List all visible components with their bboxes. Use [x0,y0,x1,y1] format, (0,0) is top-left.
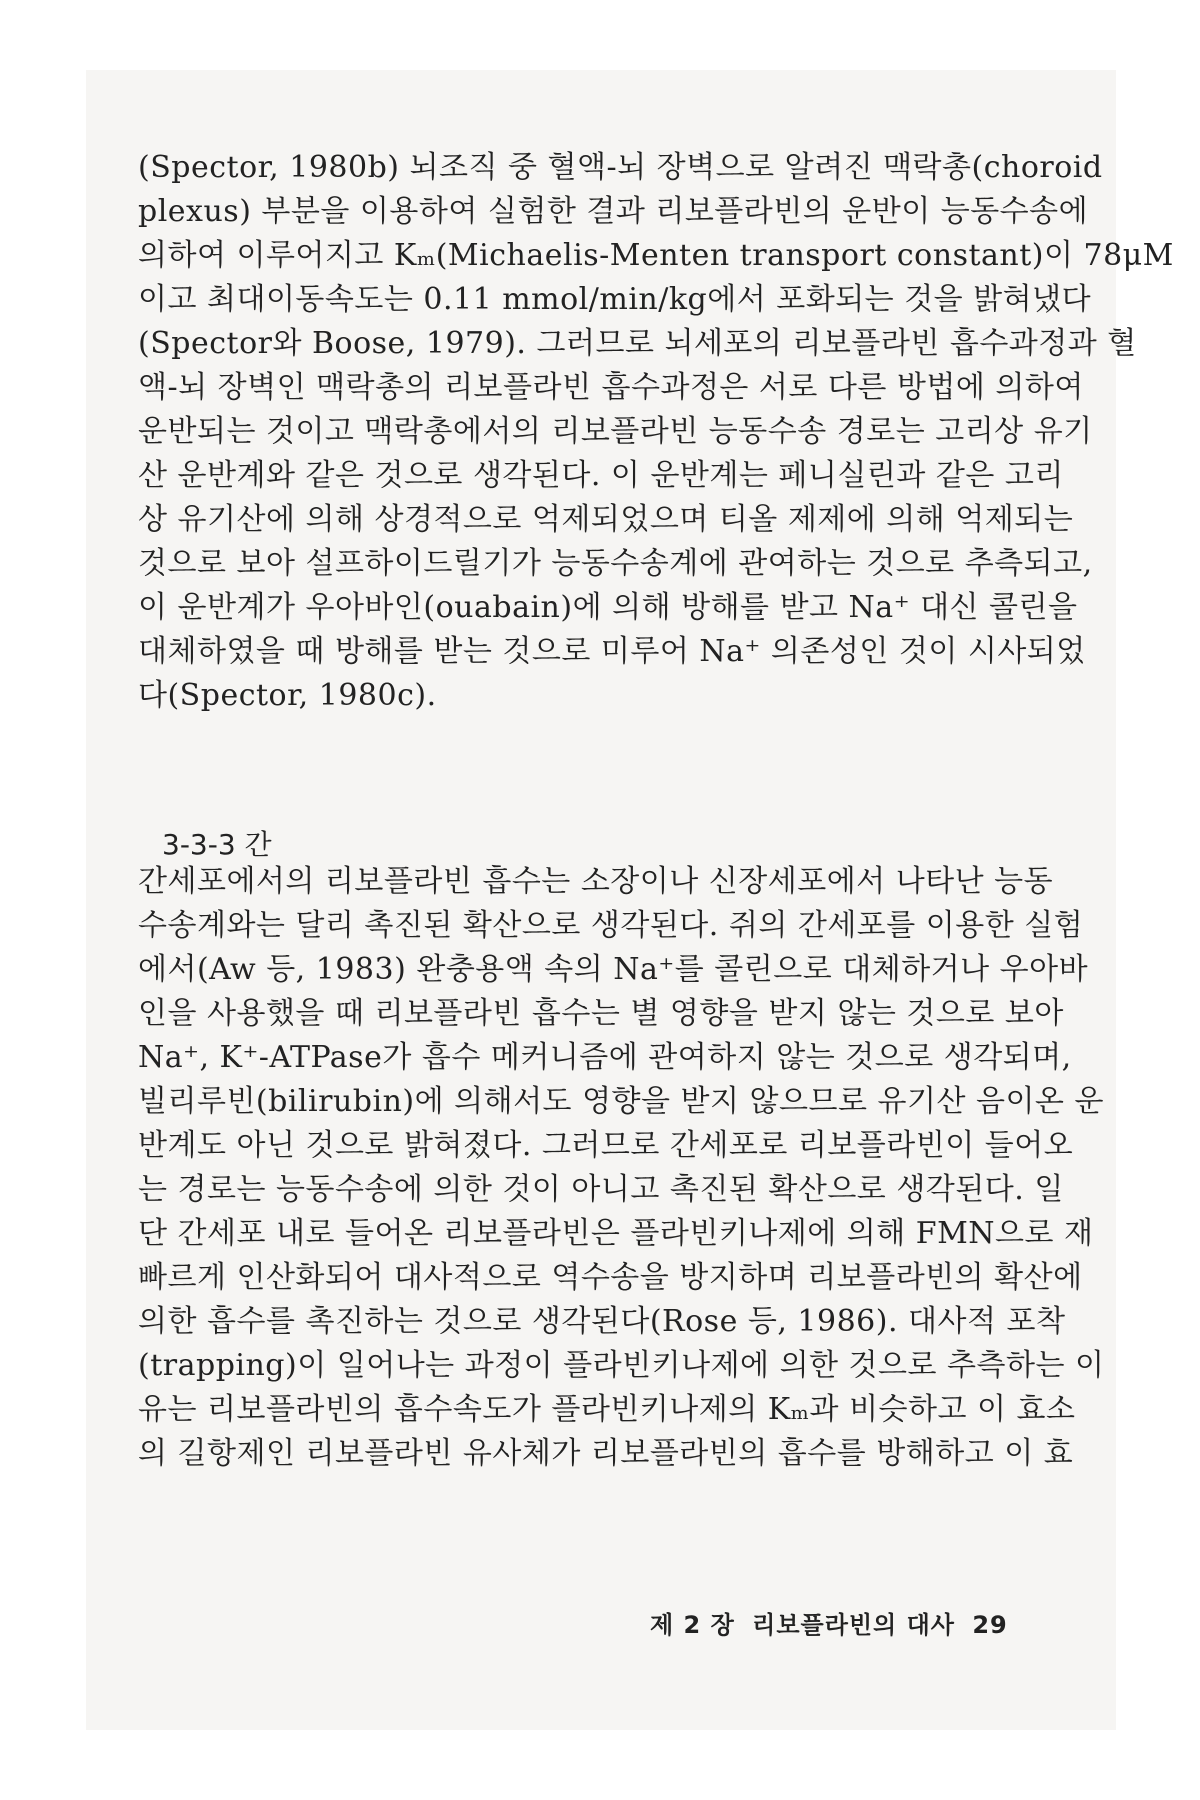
text-line: (trapping)이 일어나는 과정이 플라빈키나제에 의한 것으로 추측하는 이 [138,1348,1105,1383]
text-line: 간세포에서의 리보플라빈 흡수는 소장이나 신장세포에서 나타난 능동 [138,864,1054,899]
text-line: 단 간세포 내로 들어온 리보플라빈은 플라빈키나제에 의해 FMN으로 재 [138,1216,1094,1251]
text-line: 의하여 이루어지고 Kₘ(Michaelis-Menten transport constant)이 78μM [138,238,1174,273]
text-line: plexus) 부분을 이용하여 실험한 결과 리보플라빈의 운반이 능동수송에 [138,194,1089,229]
text-line: 액-뇌 장벽인 맥락총의 리보플라빈 흡수과정은 서로 다른 방법에 의하여 [138,370,1084,405]
text-line: 반계도 아닌 것으로 밝혀졌다. 그러므로 간세포로 리보플라빈이 들어오 [138,1128,1074,1163]
page-footer [650,1605,1016,1640]
text-line: 빠르게 인산화되어 대사적으로 역수송을 방지하며 리보플라빈의 확산에 [138,1260,1083,1295]
text-line: (Spector, 1980b) 뇌조직 중 혈액-뇌 장벽으로 알려진 맥락총(choroid [138,150,1103,185]
text-line: 의한 흡수를 촉진하는 것으로 생각된다(Rose 등, 1986). 대사적 포착 [138,1304,1066,1339]
paragraph-choroid-plexus [138,146,1174,718]
text-line: (Spector와 Boose, 1979). 그러므로 뇌세포의 리보플라빈 흡수과정과 혈 [138,326,1137,361]
paragraph-liver [138,860,1105,1476]
text-line: 산 운반계와 같은 것으로 생각된다. 이 운반계는 페니실린과 같은 고리 [138,458,1064,493]
text-line: 에서(Aw 등, 1983) 완충용액 속의 Na⁺를 콜린으로 대체하거나 우아바 [138,952,1089,987]
text-line: 대체하였을 때 방해를 받는 것으로 미루어 Na⁺ 의존성인 것이 시사되었 [138,634,1086,669]
text-line: 운반되는 것이고 맥락총에서의 리보플라빈 능동수송 경로는 고리상 유기 [138,414,1093,449]
page-number: 29 [972,1611,1008,1639]
text-line: 것으로 보아 설프하이드릴기가 능동수송계에 관여하는 것으로 추측되고, [138,546,1093,581]
footer-chapter-title: 리보플라빈의 대사 [752,1611,955,1639]
text-line: 유는 리보플라빈의 흡수속도가 플라빈키나제의 Kₘ과 비슷하고 이 효소 [138,1392,1076,1427]
text-line: 다(Spector, 1980c). [138,678,437,713]
text-line: 이 운반계가 우아바인(ouabain)에 의해 방해를 받고 Na⁺ 대신 콜린을 [138,590,1078,625]
footer-chapter: 제 2 장 [650,1611,735,1639]
text-line: 수송계와는 달리 촉진된 확산으로 생각된다. 쥐의 간세포를 이용한 실험 [138,908,1084,943]
text-line: 인을 사용했을 때 리보플라빈 흡수는 별 영향을 받지 않는 것으로 보아 [138,996,1064,1031]
text-line: 이고 최대이동속도는 0.11 mmol/min/kg에서 포화되는 것을 밝혀냈다 [138,282,1092,317]
text-line: Na⁺, K⁺-ATPase가 흡수 메커니즘에 관여하지 않는 것으로 생각되며, [138,1040,1072,1075]
text-line: 상 유기산에 의해 상경적으로 억제되었으며 티올 제제에 의해 억제되는 [138,502,1074,537]
section-heading: 3-3-3 간 [162,828,272,861]
text-line: 의 길항제인 리보플라빈 유사체가 리보플라빈의 흡수를 방해하고 이 효 [138,1436,1074,1471]
text-line: 빌리루빈(bilirubin)에 의해서도 영향을 받지 않으므로 유기산 음이온 운 [138,1084,1104,1119]
text-line: 는 경로는 능동수송에 의한 것이 아니고 촉진된 확산으로 생각된다. 일 [138,1172,1064,1207]
